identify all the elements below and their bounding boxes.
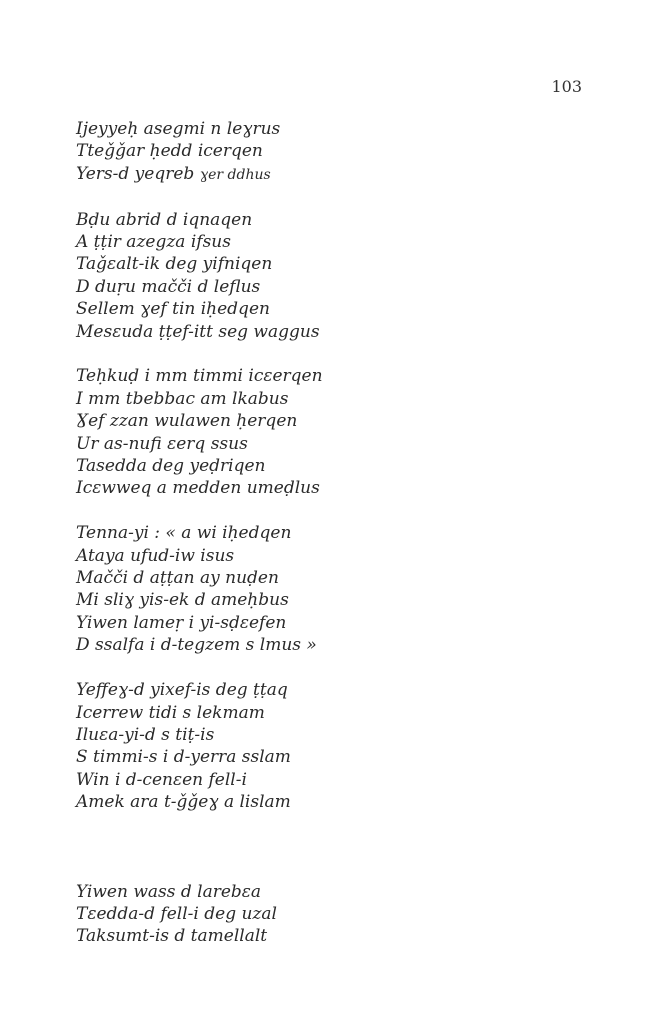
stanza [76, 881, 596, 948]
poem-line [76, 163, 596, 186]
poem-line: Yiwen lameṛ i yi-sḍɛefen [76, 612, 287, 633]
poem-line: Taksumt-is d tamellalt [76, 926, 268, 947]
poem-line: Tteǧǧar ḥedd icerqen [76, 141, 263, 162]
poem-line: Iluɛa-yi-d s tiṭ-is [76, 724, 215, 745]
poem-line: Amek ara t-ǧǧeɣ a lislam [76, 792, 291, 813]
poem-line: A ṭṭir azegza ifsus [76, 232, 231, 253]
page-number: 103 [551, 77, 582, 96]
poem-line: Sellem ɣef tin iḥedqen [76, 299, 270, 320]
poem-line-annotation: ɣer ddhus [199, 166, 271, 183]
poem-line: Win i d-cenɛen fell-i [76, 769, 247, 790]
stanza [76, 209, 596, 343]
poem-line: Tasedda deg yeḍriqen [76, 456, 266, 477]
poem-line: Ɣef zzan wulawen ḥerqen [76, 411, 298, 432]
poem-line: Icerrew tidi s lekmam [76, 702, 265, 723]
poem-line: Mi sliɣ yis-ek d ameḥbus [76, 590, 289, 611]
poem [76, 118, 596, 970]
poem-line: I mm tbebbac am lkabus [76, 388, 289, 409]
stanza [76, 522, 596, 656]
poem-line: S timmi-s i d-yerra sslam [76, 747, 291, 768]
poem-line: Teḥkuḍ i mm timmi icɛerqen [76, 366, 323, 387]
poem-line: Icɛwweq a medden umeḍlus [76, 478, 320, 499]
poem-line: Mačči d aṭṭan ay nuḍen [76, 568, 279, 589]
poem-line: Tenna-yi : « a wi iḥedqen [76, 523, 292, 544]
poem-line: Ur as-nufi ɛerq ssus [76, 433, 248, 454]
poem-line: Ijeyyeḥ asegmi n leɣrus [76, 119, 281, 139]
poem-line: Ataya ufud-iw isus [76, 545, 235, 566]
stanza [76, 118, 596, 186]
stanza [76, 679, 596, 813]
poem-line: D ssalfa i d-tegzem s lmus » [76, 635, 317, 656]
poem-line: Tɛedda-d fell-i deg uzal [76, 903, 277, 924]
poem-line: Taǧɛalt-ik deg yifniqen [76, 254, 273, 275]
poem-line: Yeffeɣ-d yixef-is deg ṭṭaq [76, 680, 288, 701]
stanza [76, 365, 596, 499]
poem-line: Bḍu abrid d iqnaqen [76, 209, 253, 230]
poem-line: Mesɛuda ṭṭef-itt seg waggus [76, 321, 320, 342]
poem-line: D duṛu mačči d leflus [76, 276, 261, 297]
poem-line: Yiwen wass d larebɛa [76, 881, 262, 902]
poem-line-text: Yers-d yeqreb [76, 163, 195, 184]
